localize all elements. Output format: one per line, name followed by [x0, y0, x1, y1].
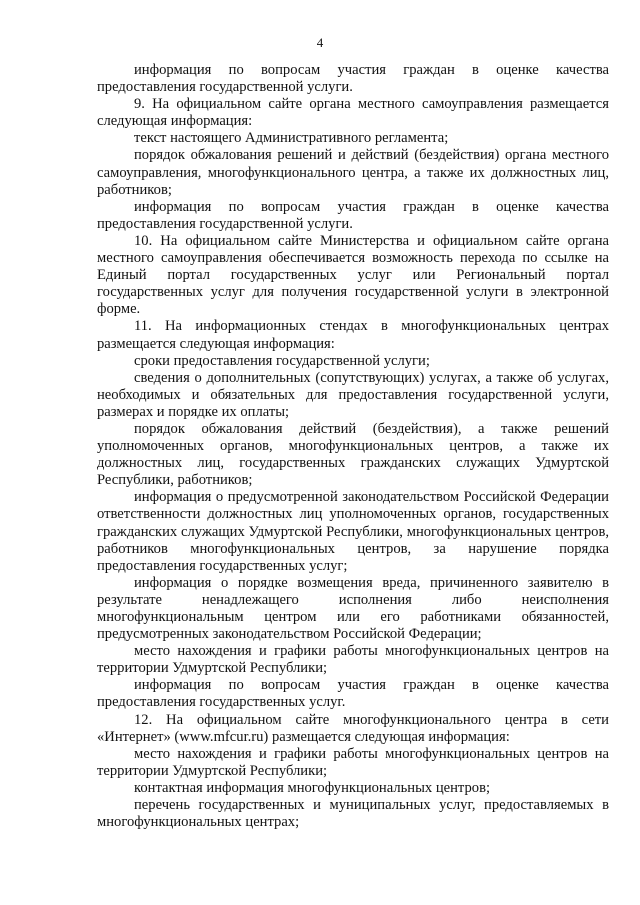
page-number: 4	[316, 35, 324, 50]
paragraph: контактная информация многофункциональных центров;	[134, 779, 491, 796]
paragraph: информация по вопросам участия граждан в оценке качества предоставления государственных услуг.	[97, 677, 609, 711]
paragraph: 12. На официальном сайте многофункционального центра в сети «Интернет» (www.mfcur.ru) размещается следующая информация:	[97, 711, 609, 745]
paragraph: информация по вопросам участия граждан в оценке качества предоставления государственной услуги.	[97, 198, 609, 232]
document-body	[97, 62, 609, 831]
paragraph: сведения о дополнительных (сопутствующих) услугах, а также об услугах, необходимых и обязательных для предоставления государственной услуги, размерах и порядке их оплаты;	[97, 369, 609, 420]
paragraph: текст настоящего Административного регламента;	[134, 130, 449, 147]
paragraph: 9. На официальном сайте органа местного самоуправления размещается следующая информация:	[97, 96, 609, 130]
paragraph: информация о порядке возмещения вреда, причиненного заявителю в результате ненадлежащего исполнения либо неисполнения многофункциональным центром или его работниками обязанностей, предусмотренных законодательством Российской Федерации;	[97, 574, 609, 643]
paragraph: сроки предоставления государственной услуги;	[134, 352, 430, 369]
paragraph: 10. На официальном сайте Министерства и официальном сайте органа местного самоуправления обеспечивается возможность перехода по ссылке на Единый портал государственных услуг или Региональный портал государственных услуг для получения государственной услуги в электронной форме.	[97, 232, 609, 318]
paragraph: порядок обжалования действий (бездействия), а также решений уполномоченных органов, многофункциональных центров, а также их должностных лиц, государственных гражданских служащих Удмуртской Республики, работников;	[97, 420, 609, 489]
paragraph: место нахождения и графики работы многофункциональных центров на территории Удмуртской Республики;	[97, 745, 609, 779]
paragraph: место нахождения и графики работы многофункциональных центров на территории Удмуртской Республики;	[97, 643, 609, 677]
paragraph: перечень государственных и муниципальных услуг, предоставляемых в многофункциональных центрах;	[97, 797, 609, 831]
paragraph: 11. На информационных стендах в многофункциональных центрах размещается следующая информация:	[97, 318, 609, 352]
paragraph: информация о предусмотренной законодательством Российской Федерации ответственности должностных лиц уполномоченных органов, государственных гражданских служащих Удмуртской Республики, многофункциональных центров, работников многофункциональных центров, за нарушение порядка предоставления государственных услуг;	[97, 489, 609, 574]
paragraph: порядок обжалования решений и действий (бездействия) органа местного самоуправления, многофункционального центра, а также их должностных лиц, работников;	[97, 147, 609, 198]
paragraph: информация по вопросам участия граждан в оценке качества предоставления государственной услуги.	[97, 62, 609, 96]
